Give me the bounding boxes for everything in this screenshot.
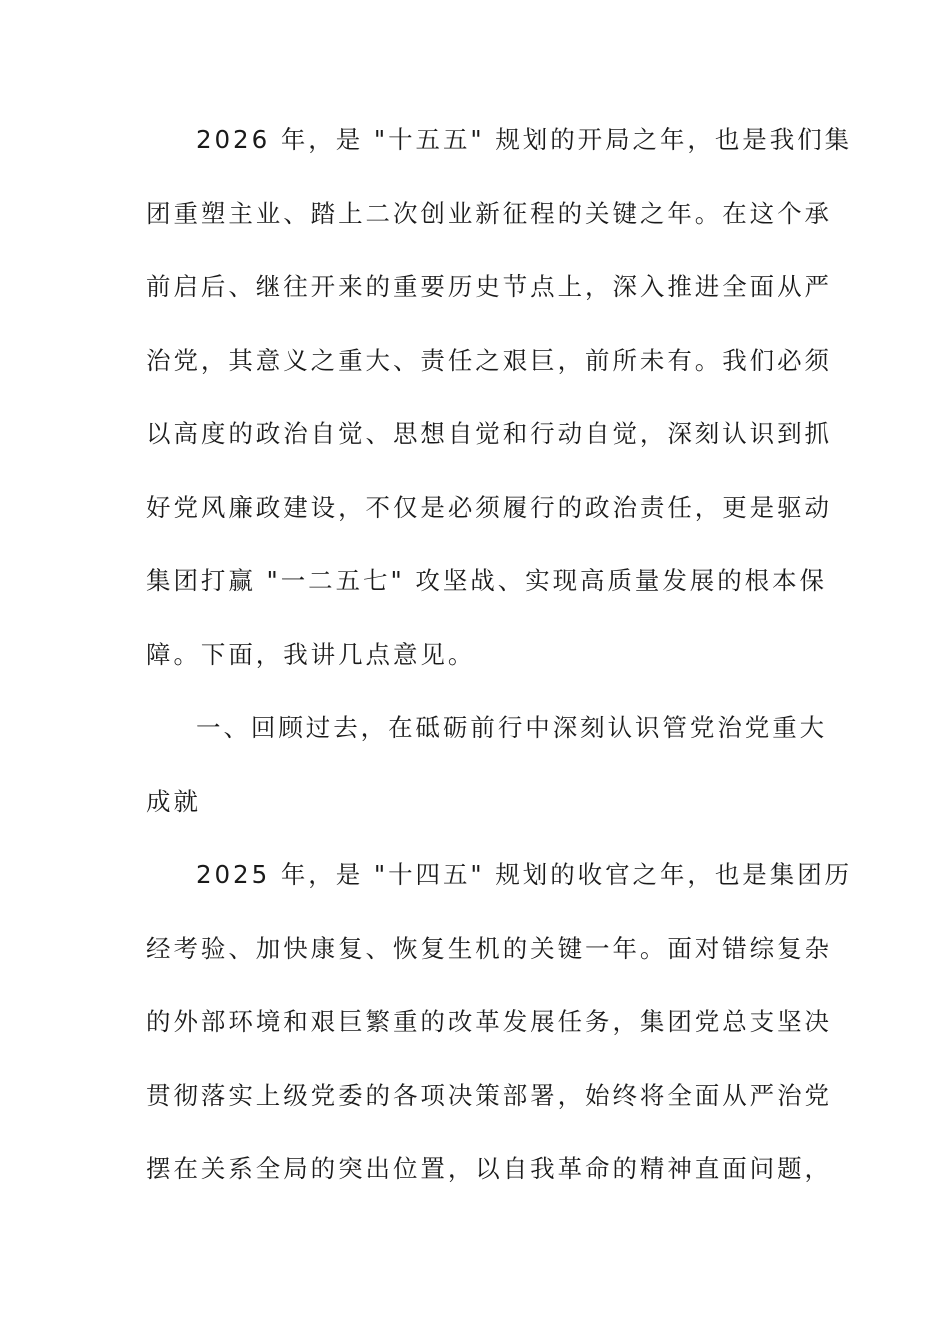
paragraph-2-line-3: 的外部环境和艰巨繁重的改革发展任务，集团党总支坚决 bbox=[146, 1007, 832, 1036]
paragraph-1-line-4: 治党，其意义之重大、责任之艰巨，前所未有。我们必须 bbox=[146, 345, 832, 375]
paragraph-1-line-6: 好党风廉政建设，不仅是必须履行的政治责任，更是驱动 bbox=[146, 492, 832, 522]
paragraph-1-line-5: 以高度的政治自觉、思想自觉和行动自觉，深刻认识到抓 bbox=[146, 419, 832, 448]
section-heading-line-1: 一、回顾过去，在砥砺前行中深刻认识管党治党重大 bbox=[196, 713, 828, 742]
paragraph-1-line-2: 团重塑主业、踏上二次创业新征程的关键之年。在这个承 bbox=[146, 198, 832, 228]
paragraph-2-line-2: 经考验、加快康复、恢复生机的关键一年。面对错综复杂 bbox=[146, 933, 832, 963]
paragraph-1-line-8: 障。下面，我讲几点意见。 bbox=[146, 639, 476, 669]
section-heading-line-2: 成就 bbox=[146, 786, 201, 816]
paragraph-2-line-1: 2025 年，是 "十四五" 规划的收官之年，也是集团历 bbox=[196, 860, 853, 889]
paragraph-2-line-4: 贯彻落实上级党委的各项决策部署，始终将全面从严治党 bbox=[146, 1080, 832, 1110]
paragraph-1-line-3: 前启后、继往开来的重要历史节点上，深入推进全面从严 bbox=[146, 272, 832, 301]
document-body bbox=[146, 118, 853, 1221]
paragraph-2-line-5: 摆在关系全局的突出位置，以自我革命的精神直面问题， bbox=[146, 1154, 832, 1183]
paragraph-1-line-7: 集团打赢 "一二五七" 攻坚战、实现高质量发展的根本保 bbox=[146, 566, 827, 595]
paragraph-1-line-1: 2026 年，是 "十五五" 规划的开局之年，也是我们集 bbox=[196, 125, 853, 154]
